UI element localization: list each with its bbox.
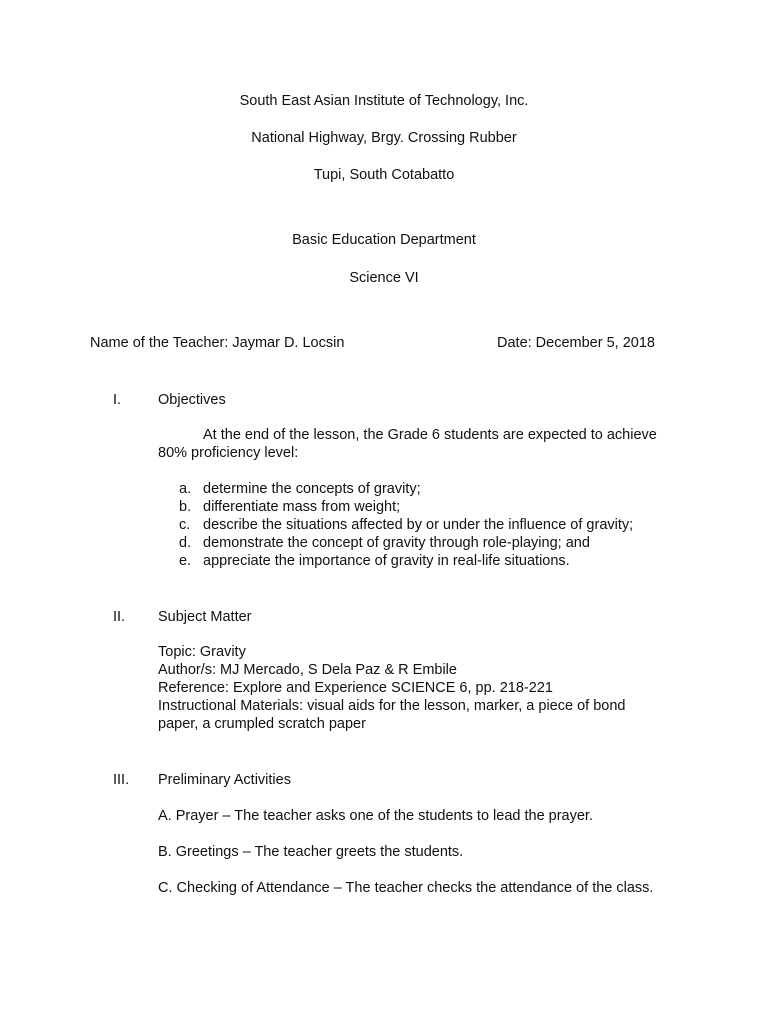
objective-letter: c. xyxy=(179,517,191,533)
activity-item: C. Checking of Attendance – The teacher checks the attendance of the class. xyxy=(158,880,654,896)
section-title: Preliminary Activities xyxy=(158,772,291,788)
objective-item xyxy=(179,552,570,570)
objectives-intro-line-1: At the end of the lesson, the Grade 6 students are expected to achieve xyxy=(203,427,657,443)
objective-letter: e. xyxy=(179,553,192,569)
objective-item xyxy=(179,516,634,534)
objective-text: describe the situations affected by or under the influence of gravity; xyxy=(203,517,634,533)
institution-name: South East Asian Institute of Technology, Inc. xyxy=(239,93,529,109)
address-line-2: Tupi, South Cotabatto xyxy=(313,167,455,183)
materials-line-2: paper, a crumpled scratch paper xyxy=(158,716,366,732)
section-numeral: III. xyxy=(113,772,130,788)
materials-line-1: Instructional Materials: visual aids for the lesson, marker, a piece of bond xyxy=(158,698,626,714)
reference-line: Reference: Explore and Experience SCIENCE 6, pp. 218-221 xyxy=(158,680,553,696)
section-title: Subject Matter xyxy=(158,609,252,625)
lesson-date: Date: December 5, 2018 xyxy=(497,335,655,351)
teacher-name: Name of the Teacher: Jaymar D. Locsin xyxy=(90,335,345,351)
topic-line: Topic: Gravity xyxy=(158,644,246,660)
department-name: Basic Education Department xyxy=(292,232,476,248)
objective-item xyxy=(179,480,421,498)
section-numeral: I. xyxy=(113,392,122,408)
objective-item xyxy=(179,534,590,552)
objective-text: differentiate mass from weight; xyxy=(203,499,401,515)
activity-item: B. Greetings – The teacher greets the students. xyxy=(158,844,464,860)
section-title: Objectives xyxy=(158,392,226,408)
objective-letter: b. xyxy=(179,499,192,515)
subject-name: Science VI xyxy=(349,270,419,286)
objective-letter: a. xyxy=(179,481,192,497)
section-numeral: II. xyxy=(113,609,126,625)
authors-line: Author/s: MJ Mercado, S Dela Paz & R Embile xyxy=(158,662,457,678)
objective-item xyxy=(179,498,401,516)
objective-letter: d. xyxy=(179,535,192,551)
objective-text: demonstrate the concept of gravity through role-playing; and xyxy=(203,535,590,551)
address-line-1: National Highway, Brgy. Crossing Rubber xyxy=(251,130,517,146)
objectives-intro-line-2: 80% proficiency level: xyxy=(158,445,299,461)
objective-text: determine the concepts of gravity; xyxy=(203,481,421,497)
objective-text: appreciate the importance of gravity in real-life situations. xyxy=(203,553,570,569)
activity-item: A. Prayer – The teacher asks one of the students to lead the prayer. xyxy=(158,808,593,824)
